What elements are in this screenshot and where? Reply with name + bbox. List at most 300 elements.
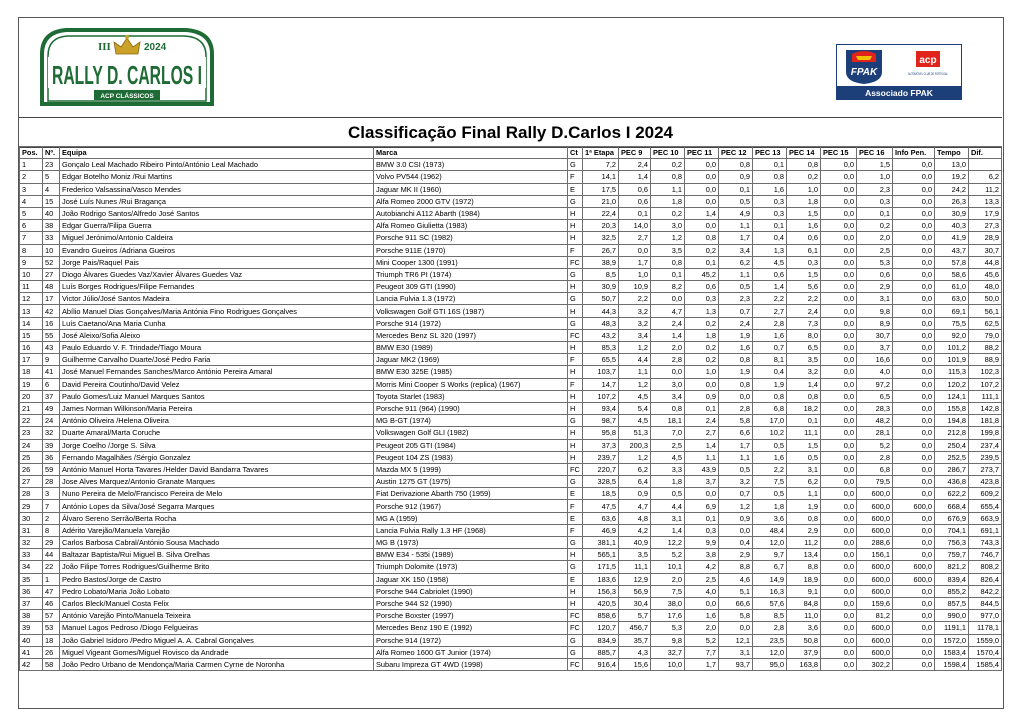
table-cell: 1,0 — [619, 268, 651, 280]
table-cell: 663,9 — [969, 512, 1002, 524]
table-cell: 4,5 — [753, 256, 787, 268]
table-cell: David Pereira Coutinho/David Velez — [60, 378, 374, 390]
table-cell: 6,8 — [753, 402, 787, 414]
table-cell: 156,1 — [857, 549, 893, 561]
table-cell: 4,7 — [651, 305, 685, 317]
table-cell: 37 — [43, 390, 60, 402]
classification-table — [19, 146, 1002, 671]
table-cell: 3,4 — [619, 329, 651, 341]
column-header: PEC 16 — [857, 147, 893, 159]
table-cell: 1 — [43, 573, 60, 585]
table-cell: 0,3 — [685, 524, 719, 536]
table-cell: 40,3 — [935, 220, 969, 232]
table-cell: 5,1 — [719, 585, 753, 597]
table-cell: 41 — [43, 366, 60, 378]
table-cell: 1,6 — [753, 183, 787, 195]
table-cell: 0,0 — [821, 183, 857, 195]
table-cell: 0,5 — [753, 488, 787, 500]
table-cell: 30,4 — [619, 597, 651, 609]
table-cell: F — [568, 244, 583, 256]
table-cell: 4,4 — [619, 354, 651, 366]
table-row — [20, 329, 1002, 341]
table-cell: 16,3 — [753, 585, 787, 597]
table-cell: 12,0 — [753, 537, 787, 549]
table-cell: 3,1 — [651, 512, 685, 524]
table-cell: 600,0 — [893, 573, 935, 585]
table-cell: G — [568, 561, 583, 573]
table-cell: BMW E30 (1989) — [374, 342, 568, 354]
table-cell: Álvaro Sereno Serrão/Berta Rocha — [60, 512, 374, 524]
table-cell: Porsche 911 (964) (1990) — [374, 402, 568, 414]
table-cell: 142,8 — [969, 402, 1002, 414]
table-cell: 0,0 — [821, 207, 857, 219]
table-cell: 1,1 — [719, 268, 753, 280]
table-cell: 0,5 — [719, 463, 753, 475]
table-cell: 5,6 — [787, 281, 821, 293]
table-cell: 302,2 — [857, 658, 893, 670]
table-cell: 9,1 — [787, 585, 821, 597]
table-cell: 0,0 — [821, 378, 857, 390]
table-cell: 21,0 — [583, 195, 619, 207]
table-cell: 32 — [43, 427, 60, 439]
table-cell: 6,7 — [753, 561, 787, 573]
table-cell: H — [568, 342, 583, 354]
table-cell: 2,8 — [651, 354, 685, 366]
table-cell: 0,2 — [651, 159, 685, 171]
table-cell: 239,5 — [969, 451, 1002, 463]
column-header: PEC 9 — [619, 147, 651, 159]
table-cell: 1,5 — [787, 268, 821, 280]
table-cell: 41,9 — [935, 232, 969, 244]
table-row — [20, 268, 1002, 280]
table-cell: 163,8 — [787, 658, 821, 670]
table-cell: 1,6 — [685, 610, 719, 622]
table-cell: 857,5 — [935, 597, 969, 609]
table-cell: 5 — [20, 207, 43, 219]
table-cell: 839,4 — [935, 573, 969, 585]
table-cell: 7,0 — [651, 427, 685, 439]
table-cell: 4,2 — [685, 561, 719, 573]
table-cell: Jaguar MK II (1960) — [374, 183, 568, 195]
table-cell: 32 — [20, 537, 43, 549]
table-cell: 18 — [43, 634, 60, 646]
table-row — [20, 415, 1002, 427]
table-cell: 0,0 — [893, 195, 935, 207]
table-row — [20, 183, 1002, 195]
table-cell: 990,0 — [935, 610, 969, 622]
table-cell: 17,5 — [583, 183, 619, 195]
column-header: Info Pen. — [893, 147, 935, 159]
table-cell: 38 — [43, 220, 60, 232]
table-cell: 48 — [43, 281, 60, 293]
table-cell: 0,0 — [821, 658, 857, 670]
table-row — [20, 476, 1002, 488]
table-cell: 600,0 — [893, 561, 935, 573]
table-cell: 85,3 — [583, 342, 619, 354]
table-cell: 7,5 — [651, 585, 685, 597]
table-cell: F — [568, 524, 583, 536]
table-cell: 21 — [20, 402, 43, 414]
table-cell: 0,0 — [893, 476, 935, 488]
table-cell: 0,0 — [893, 427, 935, 439]
title-band — [19, 117, 1002, 148]
table-cell — [969, 159, 1002, 171]
table-cell: Triumph Dolomite (1973) — [374, 561, 568, 573]
table-cell: G — [568, 476, 583, 488]
table-cell: 250,4 — [935, 439, 969, 451]
table-cell: 0,0 — [893, 402, 935, 414]
table-cell: 0,0 — [893, 512, 935, 524]
table-cell: 3,1 — [719, 646, 753, 658]
table-cell: 1,2 — [719, 500, 753, 512]
table-cell: 0,3 — [753, 207, 787, 219]
table-cell: Porsche 944 S2 (1990) — [374, 597, 568, 609]
table-cell: 5,2 — [857, 439, 893, 451]
table-cell: 27 — [43, 268, 60, 280]
table-cell: 1,4 — [619, 171, 651, 183]
table-cell: Edgar Guerra/Filipa Guerra — [60, 220, 374, 232]
table-cell: 11,2 — [787, 537, 821, 549]
table-cell: 63,0 — [935, 293, 969, 305]
table-cell: 436,8 — [935, 476, 969, 488]
table-cell: 3,2 — [619, 305, 651, 317]
table-cell: 1,2 — [619, 378, 651, 390]
acp-label: acp — [919, 55, 937, 66]
table-cell: 0,5 — [719, 281, 753, 293]
table-cell: 826,4 — [969, 573, 1002, 585]
table-cell: 609,2 — [969, 488, 1002, 500]
table-cell: 2,2 — [619, 293, 651, 305]
table-cell: 3,1 — [857, 293, 893, 305]
table-cell: 2 — [43, 512, 60, 524]
table-cell: 381,1 — [583, 537, 619, 549]
fpak-acp-logo — [836, 44, 962, 100]
table-row — [20, 512, 1002, 524]
table-cell: 62,5 — [969, 317, 1002, 329]
table-cell: 0,3 — [685, 293, 719, 305]
table-row — [20, 293, 1002, 305]
table-cell: 8,5 — [753, 610, 787, 622]
table-cell: 0,0 — [821, 390, 857, 402]
table-cell: 1572,0 — [935, 634, 969, 646]
table-cell: 328,5 — [583, 476, 619, 488]
table-cell: 1,5 — [787, 207, 821, 219]
table-header-row — [20, 147, 1002, 159]
table-cell: 32,5 — [583, 232, 619, 244]
table-cell: 57 — [43, 610, 60, 622]
table-cell: Porsche 914 (1972) — [374, 634, 568, 646]
table-cell: 2 — [20, 171, 43, 183]
table-cell: 600,0 — [857, 585, 893, 597]
table-cell: 4,9 — [719, 207, 753, 219]
table-cell: 1583,4 — [935, 646, 969, 658]
table-cell: 0,0 — [821, 476, 857, 488]
table-cell: 15,6 — [619, 658, 651, 670]
table-cell: 0,0 — [719, 390, 753, 402]
table-cell: 0,6 — [685, 281, 719, 293]
table-cell: 5,3 — [651, 622, 685, 634]
table-cell: 17,9 — [969, 207, 1002, 219]
table-cell: 0,1 — [651, 268, 685, 280]
table-row — [20, 524, 1002, 536]
table-cell: 676,9 — [935, 512, 969, 524]
table-cell: G — [568, 634, 583, 646]
table-cell: 1178,1 — [969, 622, 1002, 634]
table-cell: 3,3 — [651, 463, 685, 475]
table-cell: H — [568, 439, 583, 451]
table-cell: 759,7 — [935, 549, 969, 561]
column-header: PEC 10 — [651, 147, 685, 159]
table-cell: 115,3 — [935, 366, 969, 378]
table-cell: 39 — [43, 439, 60, 451]
table-cell: 40 — [20, 634, 43, 646]
table-cell: 58 — [43, 658, 60, 670]
table-cell: 1,6 — [787, 220, 821, 232]
table-cell: 3,4 — [719, 244, 753, 256]
table-row — [20, 378, 1002, 390]
table-cell: 6,5 — [787, 342, 821, 354]
table-cell: 237,4 — [969, 439, 1002, 451]
table-cell: 9,8 — [651, 634, 685, 646]
table-row — [20, 244, 1002, 256]
table-cell: 1,0 — [787, 183, 821, 195]
table-cell: 1,5 — [787, 439, 821, 451]
table-cell: 3,5 — [787, 354, 821, 366]
table-cell: 0,0 — [893, 317, 935, 329]
table-cell: 155,8 — [935, 402, 969, 414]
table-row — [20, 427, 1002, 439]
table-cell: 252,5 — [935, 451, 969, 463]
table-cell: 39 — [20, 622, 43, 634]
table-cell: 13,4 — [787, 549, 821, 561]
table-cell: 12 — [20, 293, 43, 305]
table-row — [20, 317, 1002, 329]
table-cell: João Filipe Torres Rodrigues/Guilherme Brito — [60, 561, 374, 573]
table-cell: 0,0 — [685, 597, 719, 609]
table-cell: 1,8 — [685, 329, 719, 341]
table-cell: 0,4 — [753, 232, 787, 244]
table-cell: 2,7 — [753, 305, 787, 317]
table-cell: 79,5 — [857, 476, 893, 488]
table-cell: Jaguar MK2 (1969) — [374, 354, 568, 366]
table-cell: 10,1 — [651, 561, 685, 573]
table-cell: 565,1 — [583, 549, 619, 561]
table-cell: 33 — [43, 232, 60, 244]
table-cell: 30 — [20, 512, 43, 524]
table-cell: 1,1 — [685, 451, 719, 463]
table-cell: 4,8 — [619, 512, 651, 524]
table-cell: E — [568, 488, 583, 500]
table-cell: Jaguar XK 150 (1958) — [374, 573, 568, 585]
table-cell: 0,1 — [753, 220, 787, 232]
table-cell: 0,0 — [821, 159, 857, 171]
table-cell: 24 — [43, 415, 60, 427]
table-cell: 0,5 — [651, 488, 685, 500]
table-cell: 15 — [20, 329, 43, 341]
table-cell: 23 — [43, 159, 60, 171]
table-cell: 1,1 — [719, 451, 753, 463]
table-cell: 45,6 — [969, 268, 1002, 280]
table-cell: 916,4 — [583, 658, 619, 670]
table-cell: 0,0 — [821, 232, 857, 244]
table-cell: 0,3 — [857, 195, 893, 207]
column-header: PEC 12 — [719, 147, 753, 159]
table-cell: 8,8 — [719, 561, 753, 573]
table-cell: 0,0 — [821, 402, 857, 414]
table-row — [20, 171, 1002, 183]
table-cell: 97,2 — [857, 378, 893, 390]
table-cell: 12,1 — [719, 634, 753, 646]
table-cell: 16 — [43, 317, 60, 329]
table-cell: 1,8 — [787, 195, 821, 207]
table-cell: 1,4 — [753, 281, 787, 293]
table-cell: 16,6 — [857, 354, 893, 366]
table-cell: 6,2 — [619, 463, 651, 475]
table-cell: 3,5 — [619, 549, 651, 561]
table-cell: 171,5 — [583, 561, 619, 573]
table-cell: 44,8 — [969, 256, 1002, 268]
table-cell: 0,0 — [821, 512, 857, 524]
table-cell: Peugeot 205 GTI (1984) — [374, 439, 568, 451]
table-cell: 0,8 — [651, 256, 685, 268]
table-cell: 0,0 — [821, 585, 857, 597]
table-cell: FC — [568, 256, 583, 268]
table-cell: 1559,0 — [969, 634, 1002, 646]
table-cell: 52 — [43, 256, 60, 268]
logo-subtitle: ACP CLÁSSICOS — [100, 93, 154, 100]
table-cell: 45,2 — [685, 268, 719, 280]
table-cell: 36 — [43, 451, 60, 463]
table-cell: 3,5 — [651, 244, 685, 256]
table-cell: 46,9 — [583, 524, 619, 536]
table-cell: 10,0 — [651, 658, 685, 670]
table-cell: 1 — [20, 159, 43, 171]
table-cell: 0,8 — [719, 354, 753, 366]
table-cell: António Varejão Pinto/Manuela Teixeira — [60, 610, 374, 622]
table-cell: 0,2 — [787, 171, 821, 183]
table-cell: Nuno Pereira de Melo/Francisco Pereira de Melo — [60, 488, 374, 500]
table-cell: 885,7 — [583, 646, 619, 658]
table-cell: 36 — [20, 585, 43, 597]
table-cell: Lancia Fulvia 1.3 (1972) — [374, 293, 568, 305]
table-cell: 0,3 — [753, 195, 787, 207]
table-cell: 600,0 — [893, 500, 935, 512]
table-cell: 834,9 — [583, 634, 619, 646]
table-cell: 30,7 — [969, 244, 1002, 256]
table-cell: 1,7 — [619, 256, 651, 268]
table-cell: Duarte Amaral/Marta Coruche — [60, 427, 374, 439]
table-cell: 124,1 — [935, 390, 969, 402]
table-cell: 1,1 — [651, 183, 685, 195]
table-cell: 600,0 — [857, 646, 893, 658]
table-cell: 0,0 — [651, 366, 685, 378]
table-cell: 743,3 — [969, 537, 1002, 549]
table-cell: 212,8 — [935, 427, 969, 439]
table-cell: 0,4 — [719, 537, 753, 549]
table-cell: Alfa Romeo 2000 GTV (1972) — [374, 195, 568, 207]
table-cell: Volkswagen Golf GTI 16S (1987) — [374, 305, 568, 317]
table-cell: 655,4 — [969, 500, 1002, 512]
table-cell: 0,0 — [821, 317, 857, 329]
table-cell: 0,0 — [893, 207, 935, 219]
table-cell: 1,2 — [651, 232, 685, 244]
table-row — [20, 159, 1002, 171]
table-cell: 0,0 — [821, 268, 857, 280]
table-cell: 0,0 — [893, 585, 935, 597]
table-cell: 1,9 — [719, 329, 753, 341]
table-cell: 0,0 — [893, 268, 935, 280]
table-cell: 32,7 — [651, 646, 685, 658]
table-cell: 0,1 — [685, 402, 719, 414]
table-cell: 5 — [43, 171, 60, 183]
table-cell: G — [568, 317, 583, 329]
table-cell: Morris Mini Cooper S Works (replica) (1967) — [374, 378, 568, 390]
table-cell: 0,0 — [821, 561, 857, 573]
table-cell: 20 — [20, 390, 43, 402]
table-cell: 0,0 — [893, 354, 935, 366]
table-cell: 0,0 — [821, 256, 857, 268]
table-cell: 5,7 — [619, 610, 651, 622]
table-cell: 3,2 — [719, 476, 753, 488]
table-cell: 107,2 — [969, 378, 1002, 390]
table-cell: 19,2 — [935, 171, 969, 183]
table-cell: 0,0 — [685, 183, 719, 195]
table-cell: 3,1 — [787, 463, 821, 475]
table-cell: Alfa Romeo 1600 GT Junior (1974) — [374, 646, 568, 658]
column-header: Dif. — [969, 147, 1002, 159]
table-cell: 0,0 — [821, 573, 857, 585]
table-cell: 0,0 — [821, 342, 857, 354]
table-cell: H — [568, 597, 583, 609]
table-cell: 0,8 — [753, 171, 787, 183]
table-cell: 48,0 — [969, 281, 1002, 293]
table-cell: 10 — [43, 244, 60, 256]
table-cell: 42 — [43, 305, 60, 317]
table-cell: 9 — [43, 354, 60, 366]
table-cell: 20,3 — [583, 220, 619, 232]
table-cell: 0,0 — [821, 634, 857, 646]
table-cell: 4,4 — [651, 500, 685, 512]
table-row — [20, 634, 1002, 646]
table-cell: 0,1 — [685, 512, 719, 524]
table-cell: 7,7 — [685, 646, 719, 658]
table-cell: H — [568, 220, 583, 232]
table-cell: 98,7 — [583, 415, 619, 427]
table-cell: 103,7 — [583, 366, 619, 378]
table-cell: 3,4 — [651, 390, 685, 402]
table-cell: 2,5 — [685, 573, 719, 585]
table-cell: 0,0 — [893, 366, 935, 378]
table-cell: 0,0 — [893, 634, 935, 646]
table-cell: 0,8 — [787, 159, 821, 171]
table-cell: 40,9 — [619, 537, 651, 549]
table-cell: 0,0 — [821, 415, 857, 427]
table-row — [20, 256, 1002, 268]
table-cell: G — [568, 415, 583, 427]
table-cell: Toyota Starlet (1983) — [374, 390, 568, 402]
table-cell: 84,8 — [787, 597, 821, 609]
table-cell: José Luís Nunes /Rui Bragança — [60, 195, 374, 207]
table-cell: João Rodrigo Santos/Alfredo José Santos — [60, 207, 374, 219]
table-cell: 0,6 — [619, 195, 651, 207]
table-cell: 3,6 — [753, 512, 787, 524]
table-row — [20, 537, 1002, 549]
table-cell: 101,2 — [935, 342, 969, 354]
table-cell: Carlos Bleck/Manuel Costa Felix — [60, 597, 374, 609]
table-cell: 27 — [20, 476, 43, 488]
table-cell: 600,0 — [857, 500, 893, 512]
table-cell: 2,4 — [787, 305, 821, 317]
